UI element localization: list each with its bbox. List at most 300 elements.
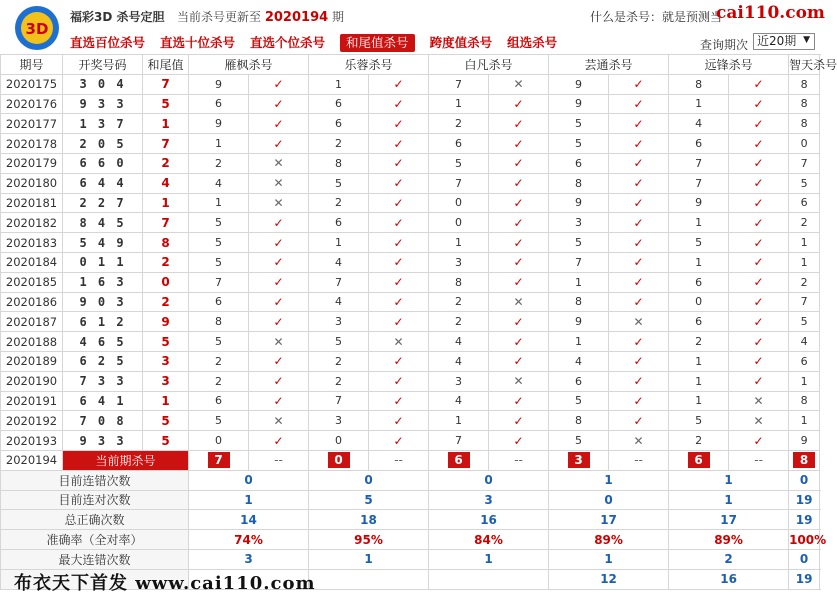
check-icon: ✓ bbox=[609, 351, 669, 371]
stats-value: 14 bbox=[189, 510, 309, 530]
stats-value: 84% bbox=[429, 530, 549, 550]
stats-value: 0 bbox=[309, 470, 429, 490]
period-cell: 2020176 bbox=[1, 94, 63, 114]
draw-number: 7 3 3 bbox=[63, 371, 143, 391]
check-icon: ✓ bbox=[609, 233, 669, 253]
kill-number: 5 bbox=[789, 173, 820, 193]
kill-number: 4 bbox=[549, 351, 609, 371]
kill-number: 6 bbox=[669, 312, 729, 332]
kill-number: 6 bbox=[189, 94, 249, 114]
check-icon: ✓ bbox=[609, 114, 669, 134]
kill-number: 3 bbox=[309, 411, 369, 431]
kill-number: 2 bbox=[309, 371, 369, 391]
kill-number: 6 bbox=[669, 272, 729, 292]
kill-number: 8 bbox=[429, 272, 489, 292]
period-cell: 2020178 bbox=[1, 134, 63, 154]
current-kill-number: 3 bbox=[568, 452, 590, 468]
draw-number: 6 4 1 bbox=[63, 391, 143, 411]
check-icon: ✓ bbox=[729, 94, 789, 114]
kill-number: 1 bbox=[189, 134, 249, 154]
col-header: 雁枫杀号 bbox=[189, 55, 309, 75]
table-row bbox=[1, 272, 820, 292]
kill-number: 7 bbox=[669, 153, 729, 173]
logo-icon bbox=[12, 2, 62, 56]
period-cell: 2020175 bbox=[1, 74, 63, 94]
period-cell: 2020189 bbox=[1, 351, 63, 371]
period-cell: 2020182 bbox=[1, 213, 63, 233]
current-kill-number: 6 bbox=[688, 452, 710, 468]
kill-number: 1 bbox=[189, 193, 249, 213]
period-cell: 2020194 bbox=[1, 450, 63, 470]
update-period: 2020194 bbox=[264, 10, 329, 25]
table-row bbox=[1, 391, 820, 411]
check-icon: ✓ bbox=[249, 391, 309, 411]
kill-number: 1 bbox=[309, 74, 369, 94]
check-icon: ✓ bbox=[609, 193, 669, 213]
current-kill-cell bbox=[309, 450, 369, 470]
check-icon: ✓ bbox=[489, 252, 549, 272]
col-header: 和尾值 bbox=[143, 55, 189, 75]
check-icon: ✓ bbox=[369, 371, 429, 391]
sum-tail: 2 bbox=[143, 153, 189, 173]
kill-number: 8 bbox=[789, 391, 820, 411]
check-icon: ✓ bbox=[249, 351, 309, 371]
sum-tail: 7 bbox=[143, 74, 189, 94]
check-icon: ✓ bbox=[609, 153, 669, 173]
table-row bbox=[1, 371, 820, 391]
period-cell: 2020177 bbox=[1, 114, 63, 134]
period-cell: 2020181 bbox=[1, 193, 63, 213]
check-icon: ✓ bbox=[249, 252, 309, 272]
col-header: 期号 bbox=[1, 55, 63, 75]
kill-number: 6 bbox=[789, 193, 820, 213]
sum-tail: 9 bbox=[143, 312, 189, 332]
stats-value: 89% bbox=[669, 530, 789, 550]
sum-tail: 1 bbox=[143, 114, 189, 134]
stats-value: 2 bbox=[669, 549, 789, 569]
chevron-down-icon: ▼ bbox=[803, 35, 810, 45]
check-icon: ✓ bbox=[729, 312, 789, 332]
stats-label: 目前连对次数 bbox=[1, 490, 189, 510]
col-header: 芸通杀号 bbox=[549, 55, 669, 75]
table-row bbox=[1, 431, 820, 451]
stats-value: 3 bbox=[429, 490, 549, 510]
check-icon: ✓ bbox=[729, 272, 789, 292]
dash-cell: -- bbox=[609, 450, 669, 470]
kill-number: 1 bbox=[789, 411, 820, 431]
kill-number: 7 bbox=[789, 292, 820, 312]
kill-number: 1 bbox=[669, 371, 729, 391]
stats-value: 19 bbox=[789, 490, 820, 510]
kill-number: 8 bbox=[789, 74, 820, 94]
kill-number: 5 bbox=[549, 134, 609, 154]
nav-tab-1[interactable]: 直选百位杀号 bbox=[70, 35, 146, 50]
check-icon: ✓ bbox=[609, 94, 669, 114]
kill-number: 5 bbox=[189, 252, 249, 272]
current-kill-cell bbox=[549, 450, 609, 470]
kill-number: 1 bbox=[669, 94, 729, 114]
kill-number: 5 bbox=[549, 431, 609, 451]
check-icon: ✓ bbox=[729, 233, 789, 253]
stats-value: 17 bbox=[669, 510, 789, 530]
stats-label: 目前连错次数 bbox=[1, 470, 189, 490]
kill-number: 5 bbox=[789, 312, 820, 332]
stats-value: 0 bbox=[789, 470, 820, 490]
kill-number: 5 bbox=[309, 332, 369, 352]
nav-tab-3[interactable]: 直选个位杀号 bbox=[250, 35, 326, 50]
check-icon: ✓ bbox=[249, 134, 309, 154]
check-icon: ✓ bbox=[249, 94, 309, 114]
check-icon: ✓ bbox=[489, 391, 549, 411]
kill-number: 0 bbox=[309, 431, 369, 451]
table-row bbox=[1, 173, 820, 193]
stats-value: 16 bbox=[429, 510, 549, 530]
period-cell: 2020184 bbox=[1, 252, 63, 272]
stats-row bbox=[1, 530, 820, 550]
check-icon: ✓ bbox=[729, 134, 789, 154]
kill-number: 6 bbox=[309, 213, 369, 233]
check-icon: ✓ bbox=[369, 351, 429, 371]
kill-number: 2 bbox=[309, 351, 369, 371]
stats-row bbox=[1, 470, 820, 490]
draw-number: 2 2 7 bbox=[63, 193, 143, 213]
check-icon: ✓ bbox=[249, 233, 309, 253]
draw-number: 1 3 7 bbox=[63, 114, 143, 134]
kill-number: 7 bbox=[429, 173, 489, 193]
sum-tail: 5 bbox=[143, 411, 189, 431]
stats-row bbox=[1, 490, 820, 510]
stats-value: 1 bbox=[549, 549, 669, 569]
cross-icon: ✕ bbox=[489, 74, 549, 94]
current-kill-cell bbox=[189, 450, 249, 470]
stats-row bbox=[1, 510, 820, 530]
kill-number: 7 bbox=[309, 272, 369, 292]
current-row bbox=[1, 450, 820, 470]
kill-number: 1 bbox=[669, 252, 729, 272]
brand-title: 福彩3D 杀号定胆 bbox=[70, 10, 165, 24]
kill-number: 6 bbox=[669, 134, 729, 154]
sum-tail: 3 bbox=[143, 351, 189, 371]
kill-number: 9 bbox=[549, 94, 609, 114]
kill-number: 1 bbox=[429, 233, 489, 253]
current-label: 当前期杀号 bbox=[63, 450, 189, 470]
sum-tail: 5 bbox=[143, 431, 189, 451]
kill-number: 7 bbox=[429, 431, 489, 451]
table-row bbox=[1, 213, 820, 233]
sum-tail: 7 bbox=[143, 134, 189, 154]
kill-number: 0 bbox=[789, 134, 820, 154]
check-icon: ✓ bbox=[609, 292, 669, 312]
draw-number: 6 6 0 bbox=[63, 153, 143, 173]
current-kill-number: 0 bbox=[328, 452, 350, 468]
kill-number: 8 bbox=[309, 153, 369, 173]
cross-icon: ✕ bbox=[249, 173, 309, 193]
check-icon: ✓ bbox=[369, 134, 429, 154]
check-icon: ✓ bbox=[729, 332, 789, 352]
kill-number: 2 bbox=[669, 431, 729, 451]
period-cell: 2020186 bbox=[1, 292, 63, 312]
check-icon: ✓ bbox=[609, 213, 669, 233]
kill-number: 4 bbox=[429, 351, 489, 371]
check-icon: ✓ bbox=[369, 193, 429, 213]
check-icon: ✓ bbox=[729, 74, 789, 94]
check-icon: ✓ bbox=[369, 292, 429, 312]
period-cell: 2020192 bbox=[1, 411, 63, 431]
check-icon: ✓ bbox=[489, 312, 549, 332]
kill-number: 8 bbox=[549, 292, 609, 312]
kill-number: 5 bbox=[309, 173, 369, 193]
check-icon: ✓ bbox=[249, 312, 309, 332]
kill-number: 4 bbox=[789, 332, 820, 352]
check-icon: ✓ bbox=[489, 173, 549, 193]
check-icon: ✓ bbox=[249, 292, 309, 312]
sum-tail: 5 bbox=[143, 94, 189, 114]
cross-icon: ✕ bbox=[249, 332, 309, 352]
kill-number: 2 bbox=[309, 193, 369, 213]
check-icon: ✓ bbox=[249, 114, 309, 134]
stats-value: 1 bbox=[189, 490, 309, 510]
check-icon: ✓ bbox=[609, 391, 669, 411]
kill-number: 2 bbox=[429, 312, 489, 332]
stats-value: 19 bbox=[789, 569, 820, 589]
stats-value: 1 bbox=[309, 549, 429, 569]
table-row bbox=[1, 411, 820, 431]
kill-number: 5 bbox=[669, 411, 729, 431]
kill-number: 2 bbox=[189, 371, 249, 391]
check-icon: ✓ bbox=[729, 431, 789, 451]
kill-number: 7 bbox=[549, 252, 609, 272]
kill-number: 1 bbox=[789, 233, 820, 253]
kill-number: 9 bbox=[549, 74, 609, 94]
kill-number: 9 bbox=[189, 114, 249, 134]
current-kill-number: 6 bbox=[448, 452, 470, 468]
kill-number: 9 bbox=[669, 193, 729, 213]
stats-value bbox=[309, 569, 429, 589]
current-kill-number: 7 bbox=[208, 452, 230, 468]
kill-number: 6 bbox=[189, 292, 249, 312]
cross-icon: ✕ bbox=[249, 193, 309, 213]
check-icon: ✓ bbox=[369, 272, 429, 292]
check-icon: ✓ bbox=[249, 272, 309, 292]
kill-number: 8 bbox=[669, 74, 729, 94]
check-icon: ✓ bbox=[489, 233, 549, 253]
kill-number: 3 bbox=[429, 371, 489, 391]
check-icon: ✓ bbox=[489, 193, 549, 213]
table-row bbox=[1, 332, 820, 352]
draw-number: 7 0 8 bbox=[63, 411, 143, 431]
draw-number: 6 4 4 bbox=[63, 173, 143, 193]
sum-tail: 3 bbox=[143, 371, 189, 391]
cross-icon: ✕ bbox=[369, 332, 429, 352]
stats-value: 3 bbox=[189, 549, 309, 569]
kill-number: 2 bbox=[309, 134, 369, 154]
kill-number: 8 bbox=[549, 173, 609, 193]
kill-number: 6 bbox=[309, 94, 369, 114]
kill-number: 2 bbox=[189, 351, 249, 371]
current-kill-cell bbox=[669, 450, 729, 470]
table-row bbox=[1, 153, 820, 173]
kill-number: 2 bbox=[669, 332, 729, 352]
table-row bbox=[1, 233, 820, 253]
table-row bbox=[1, 312, 820, 332]
col-header: 乐蓉杀号 bbox=[309, 55, 429, 75]
check-icon: ✓ bbox=[369, 153, 429, 173]
check-icon: ✓ bbox=[609, 134, 669, 154]
check-icon: ✓ bbox=[369, 94, 429, 114]
kill-number: 6 bbox=[789, 351, 820, 371]
col-header: 白凡杀号 bbox=[429, 55, 549, 75]
sum-tail: 2 bbox=[143, 252, 189, 272]
kill-number: 5 bbox=[549, 114, 609, 134]
kill-number: 2 bbox=[429, 114, 489, 134]
sum-tail: 8 bbox=[143, 233, 189, 253]
table-row bbox=[1, 134, 820, 154]
stats-value: 95% bbox=[309, 530, 429, 550]
stats-value: 1 bbox=[669, 490, 789, 510]
check-icon: ✓ bbox=[369, 391, 429, 411]
check-icon: ✓ bbox=[729, 252, 789, 272]
stats-value: 1 bbox=[669, 470, 789, 490]
draw-number: 9 3 3 bbox=[63, 94, 143, 114]
kill-number: 6 bbox=[429, 134, 489, 154]
check-icon: ✓ bbox=[609, 411, 669, 431]
nav-tabs bbox=[70, 34, 572, 52]
stats-value: 89% bbox=[549, 530, 669, 550]
check-icon: ✓ bbox=[609, 252, 669, 272]
stats-value: 19 bbox=[789, 510, 820, 530]
sum-tail: 2 bbox=[143, 292, 189, 312]
table-row bbox=[1, 351, 820, 371]
check-icon: ✓ bbox=[489, 213, 549, 233]
period-cell: 2020187 bbox=[1, 312, 63, 332]
nav-tab-6[interactable]: 组选杀号 bbox=[507, 35, 558, 50]
check-icon: ✓ bbox=[609, 371, 669, 391]
stats-value: 74% bbox=[189, 530, 309, 550]
check-icon: ✓ bbox=[489, 272, 549, 292]
kill-number: 1 bbox=[669, 213, 729, 233]
kill-number: 7 bbox=[789, 153, 820, 173]
cross-icon: ✕ bbox=[729, 411, 789, 431]
kill-number: 1 bbox=[429, 94, 489, 114]
draw-number: 5 4 9 bbox=[63, 233, 143, 253]
check-icon: ✓ bbox=[249, 213, 309, 233]
kill-number: 7 bbox=[669, 173, 729, 193]
check-icon: ✓ bbox=[489, 134, 549, 154]
check-icon: ✓ bbox=[369, 431, 429, 451]
check-icon: ✓ bbox=[369, 411, 429, 431]
kill-number: 5 bbox=[189, 332, 249, 352]
period-cell: 2020179 bbox=[1, 153, 63, 173]
current-kill-cell bbox=[429, 450, 489, 470]
period-cell: 2020188 bbox=[1, 332, 63, 352]
nav-tab-5[interactable]: 跨度值杀号 bbox=[429, 35, 493, 50]
nav-tab-2[interactable]: 直选十位杀号 bbox=[160, 35, 236, 50]
table-row bbox=[1, 193, 820, 213]
sum-tail: 1 bbox=[143, 391, 189, 411]
kill-number: 1 bbox=[669, 391, 729, 411]
kill-number: 0 bbox=[429, 193, 489, 213]
draw-number: 2 0 5 bbox=[63, 134, 143, 154]
kill-number: 1 bbox=[789, 371, 820, 391]
what-is-link[interactable]: 什么是杀号：就是预测当 bbox=[590, 10, 723, 24]
table-row bbox=[1, 252, 820, 272]
kill-number: 5 bbox=[669, 233, 729, 253]
site-name[interactable]: cai110.com bbox=[716, 3, 825, 23]
dash-cell: -- bbox=[369, 450, 429, 470]
check-icon: ✓ bbox=[609, 272, 669, 292]
kill-number: 1 bbox=[549, 332, 609, 352]
check-icon: ✓ bbox=[729, 213, 789, 233]
draw-number: 0 1 1 bbox=[63, 252, 143, 272]
period-cell: 2020193 bbox=[1, 431, 63, 451]
check-icon: ✓ bbox=[369, 74, 429, 94]
kill-number: 6 bbox=[549, 371, 609, 391]
period-cell: 2020190 bbox=[1, 371, 63, 391]
cross-icon: ✕ bbox=[609, 312, 669, 332]
stats-row bbox=[1, 549, 820, 569]
stats-label: 准确率（全对率） bbox=[1, 530, 189, 550]
kill-number: 4 bbox=[429, 391, 489, 411]
cross-icon: ✕ bbox=[489, 371, 549, 391]
kill-number: 7 bbox=[429, 74, 489, 94]
table-row bbox=[1, 292, 820, 312]
check-icon: ✓ bbox=[249, 74, 309, 94]
kill-number: 8 bbox=[789, 94, 820, 114]
cross-icon: ✕ bbox=[249, 153, 309, 173]
period-label: 查询期次 bbox=[700, 38, 749, 52]
check-icon: ✓ bbox=[369, 213, 429, 233]
kill-number: 0 bbox=[669, 292, 729, 312]
kill-number: 5 bbox=[549, 233, 609, 253]
stats-value: 5 bbox=[309, 490, 429, 510]
kill-number: 9 bbox=[549, 312, 609, 332]
nav-tab-4[interactable]: 和尾值杀号 bbox=[340, 34, 415, 52]
sum-tail: 7 bbox=[143, 213, 189, 233]
check-icon: ✓ bbox=[489, 351, 549, 371]
kill-number: 4 bbox=[669, 114, 729, 134]
cross-icon: ✕ bbox=[249, 411, 309, 431]
stats-value: 1 bbox=[549, 470, 669, 490]
check-icon: ✓ bbox=[489, 153, 549, 173]
kill-number: 4 bbox=[309, 292, 369, 312]
check-icon: ✓ bbox=[609, 173, 669, 193]
table-row bbox=[1, 74, 820, 94]
stats-value: 100% bbox=[789, 530, 820, 550]
kill-number: 1 bbox=[429, 411, 489, 431]
kill-number: 5 bbox=[549, 391, 609, 411]
kill-number: 1 bbox=[789, 252, 820, 272]
draw-number: 6 1 2 bbox=[63, 312, 143, 332]
draw-number: 8 4 5 bbox=[63, 213, 143, 233]
stats-value bbox=[429, 569, 549, 589]
svg-text:3D: 3D bbox=[25, 20, 49, 38]
period-select[interactable]: 近20期 ▼ bbox=[753, 33, 815, 50]
check-icon: ✓ bbox=[369, 312, 429, 332]
kill-number: 5 bbox=[429, 153, 489, 173]
check-icon: ✓ bbox=[729, 153, 789, 173]
check-icon: ✓ bbox=[729, 371, 789, 391]
check-icon: ✓ bbox=[609, 332, 669, 352]
kill-number: 5 bbox=[189, 411, 249, 431]
current-kill-cell bbox=[789, 450, 820, 470]
kill-number: 6 bbox=[189, 391, 249, 411]
kill-number: 2 bbox=[789, 213, 820, 233]
kill-number: 5 bbox=[189, 213, 249, 233]
sum-tail: 0 bbox=[143, 272, 189, 292]
period-cell: 2020191 bbox=[1, 391, 63, 411]
kill-number: 2 bbox=[789, 272, 820, 292]
check-icon: ✓ bbox=[489, 94, 549, 114]
